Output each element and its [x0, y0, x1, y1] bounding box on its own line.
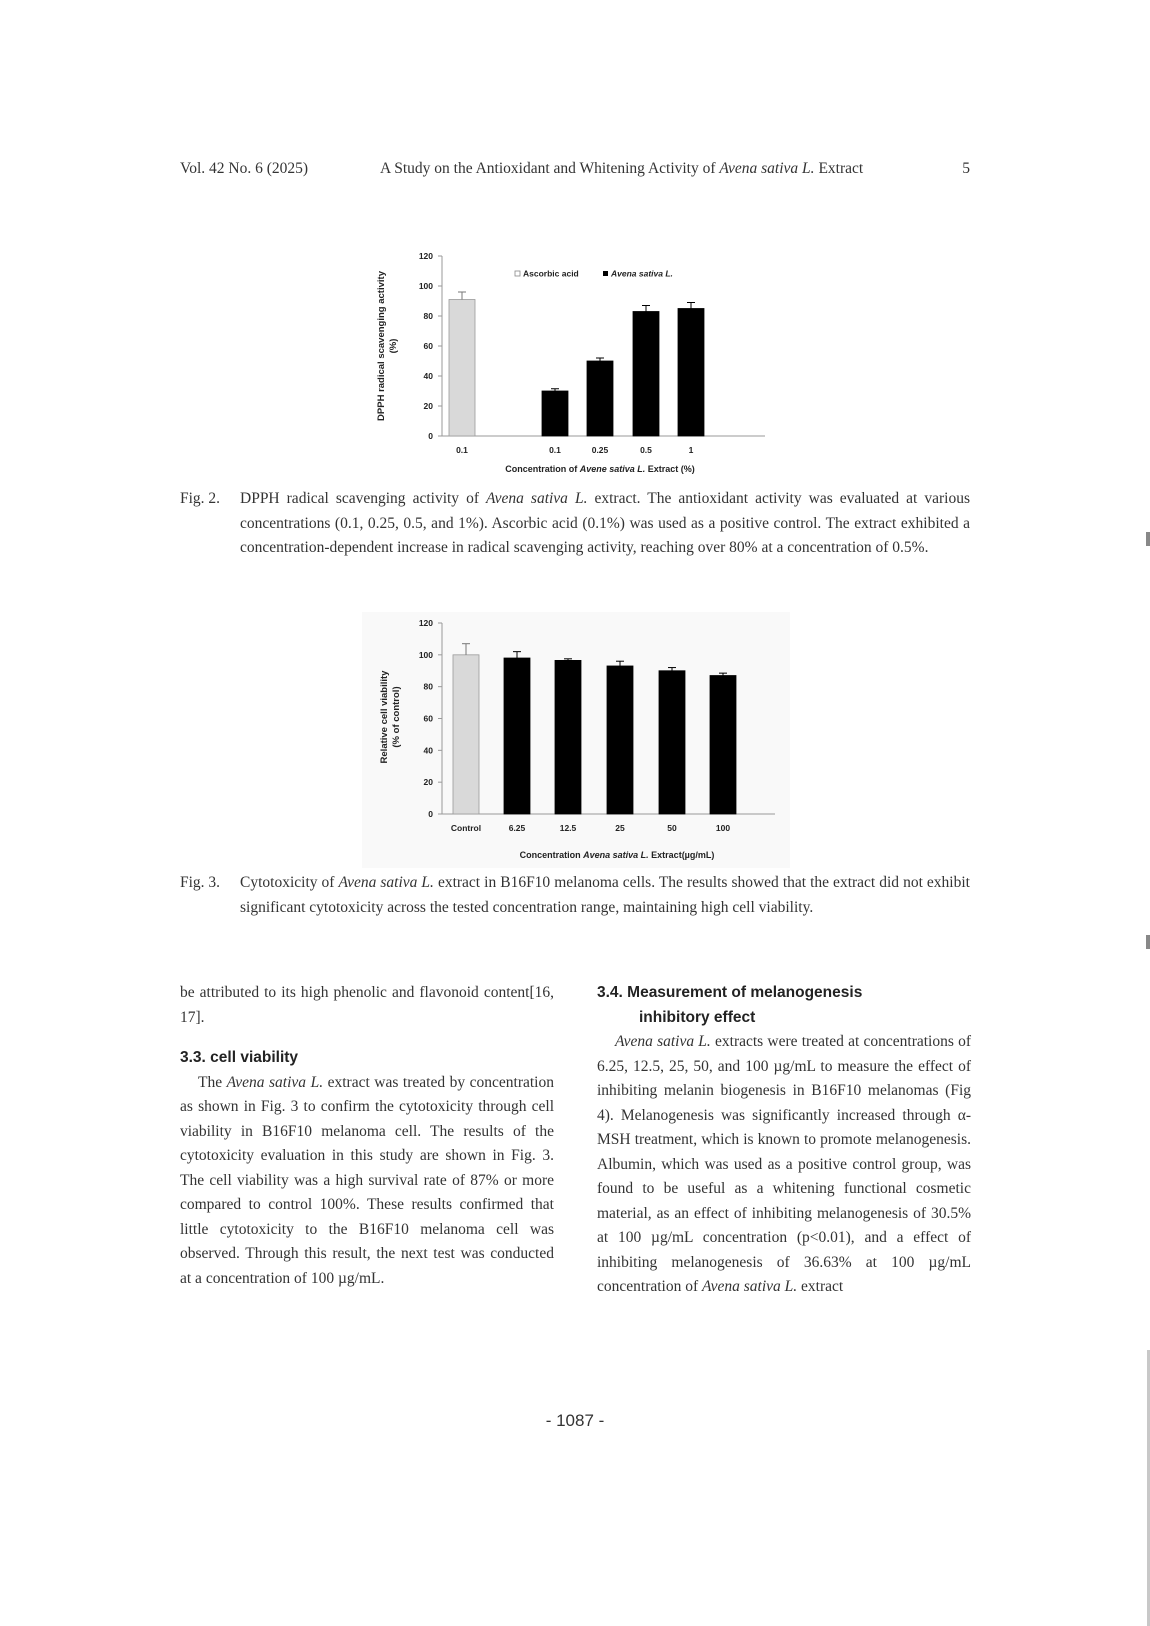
y-tick-label: 100: [418, 281, 433, 291]
y-tick-label: 20: [423, 777, 433, 788]
fig2-ylabel-line2: (%): [388, 338, 399, 354]
legend-avena-swatch: [603, 271, 608, 276]
running-header: [180, 160, 970, 184]
x-tick-label: 6.25: [508, 823, 526, 833]
x-tick-label: 0.1: [456, 445, 468, 455]
y-tick-label: 40: [423, 371, 433, 381]
bar-1: [678, 309, 704, 437]
x-tick-label: 1: [688, 445, 694, 455]
y-tick-label: 120: [418, 251, 433, 261]
fig2-xlabel: Concentration of Avene sativa L. Extract (%): [505, 464, 695, 474]
legend-ascorbic-swatch: [515, 271, 520, 276]
paragraph-cell-viability: The Avena sativa L. extract was treated by concentration as shown in Fig. 3 to confirm the cytotoxicity through cell viability in B16F10 melanoma cell. The results of the cytotoxicity evaluation in this study are shown in Fig. 3. The cell viability was a high survival rate of 87% or more compared to control 100%. These results confirmed that little cytotoxicity to the B16F10 melanoma cell was observed. Through this result, the next test was conducted at a concentration of 100 µg/mL.: [180, 1073, 554, 1287]
fig2-legend: [515, 269, 673, 279]
fig2-caption-label: Fig. 2.: [180, 490, 221, 507]
journal-volume: Vol. 42 No. 6 (2025): [180, 160, 309, 177]
bar-0.25: [587, 361, 613, 436]
y-tick-label: 120: [418, 618, 433, 628]
bar-0.1: [449, 300, 475, 437]
x-tick-label: 100: [715, 823, 731, 833]
x-tick-label: 25: [615, 823, 625, 833]
fig3-caption: Fig. 3. Cytotoxicity of Avena sativa L. extract in B16F10 melanoma cells. The results showed that the extract did not exhibit significant cytotoxicity across the tested concentration range, maintaining high cell viability.: [180, 871, 970, 920]
paragraph-continuation: be attributed to its high phenolic and flavonoid content[16, 17].: [180, 984, 554, 1026]
fig3-caption-label: Fig. 3.: [180, 874, 221, 891]
bar-12.5: [555, 660, 581, 814]
section-heading-3-3: 3.3. cell viability: [180, 1049, 299, 1066]
scan-mark: [1146, 935, 1150, 949]
fig3-xlabel: Concentration Avena sativa L. Extract(µg/mL): [519, 850, 715, 860]
left-column: [180, 981, 554, 1291]
right-column: [597, 981, 971, 1300]
y-tick-label: 0: [428, 809, 433, 819]
bar-6.25: [504, 658, 530, 814]
y-tick-label: 80: [423, 311, 433, 321]
x-tick-label: 0.5: [640, 445, 652, 455]
y-tick-label: 80: [423, 681, 433, 692]
fig3-viability-bar-chart: [362, 612, 790, 868]
x-tick-label: 0.1: [549, 445, 561, 455]
fig2-dpph-bar-chart: [360, 238, 780, 480]
y-tick-label: 0: [428, 431, 433, 441]
fig3-ylabel-line2: (% of control): [391, 686, 402, 748]
bar-50: [659, 671, 685, 814]
paragraph-melanogenesis: Avena sativa L. extracts were treated at concentrations of 6.25, 12.5, 25, 50, and 100 µg/mL to measure the effect of inhibiting melanin biogenesis in B16F10 melanomas (Fig 4). Melanogenesis was significantly increased through α-MSH treatment, which is known to promote melanogenesis. Albumin, which was used as a positive control group, was found to be useful as a whitening functional cosmetic material, as an effect of inhibiting melanogenesis of 30.5% at 100 µg/mL concentration (p<0.01), and a effect of inhibiting melanogenesis of 36.63% at 100 µg/mL concentration of Avena sativa L. extract: [597, 1033, 971, 1295]
fig2-ylabel-line1: DPPH radical scavenging activity: [376, 271, 387, 421]
bar-0.5: [633, 312, 659, 437]
y-tick-label: 20: [423, 401, 433, 411]
header-page-number: 5: [962, 160, 970, 177]
scan-mark: [1146, 532, 1150, 546]
section-heading-3-4: 3.4. Measurement of melanogenesis inhibitory effect: [597, 984, 863, 1026]
fig3-ylabel-line1: Relative cell viability: [379, 670, 390, 764]
footer-page-number: - 1087 -: [545, 1411, 605, 1430]
fig2-caption: Fig. 2. DPPH radical scavenging activity of Avena sativa L. extract. The antioxidant activity was evaluated at various concentrations (0.1, 0.25, 0.5, and 1%). Ascorbic acid (0.1%) was used as a positive control. The extract exhibited a concentration-dependent increase in radical scavenging activity, reaching over 80% at a concentration of 0.5%.: [180, 487, 970, 561]
x-tick-label: 50: [667, 823, 677, 833]
y-tick-label: 100: [418, 649, 433, 660]
x-tick-label: Control: [450, 823, 482, 833]
bar-25: [607, 666, 633, 814]
legend-avena-label: Avena sativa L.: [611, 268, 673, 279]
bar-100: [710, 676, 736, 814]
bar-Control: [453, 655, 479, 814]
legend-ascorbic-label: Ascorbic acid: [523, 268, 579, 279]
running-title: A Study on the Antioxidant and Whitening Activity of Avena sativa L. Extract: [380, 160, 864, 177]
x-tick-label: 12.5: [559, 823, 577, 833]
x-tick-label: 0.25: [591, 445, 609, 455]
y-tick-label: 60: [423, 713, 433, 724]
bar-0.1: [542, 391, 568, 436]
y-tick-label: 40: [423, 745, 433, 756]
y-tick-label: 60: [423, 341, 433, 351]
